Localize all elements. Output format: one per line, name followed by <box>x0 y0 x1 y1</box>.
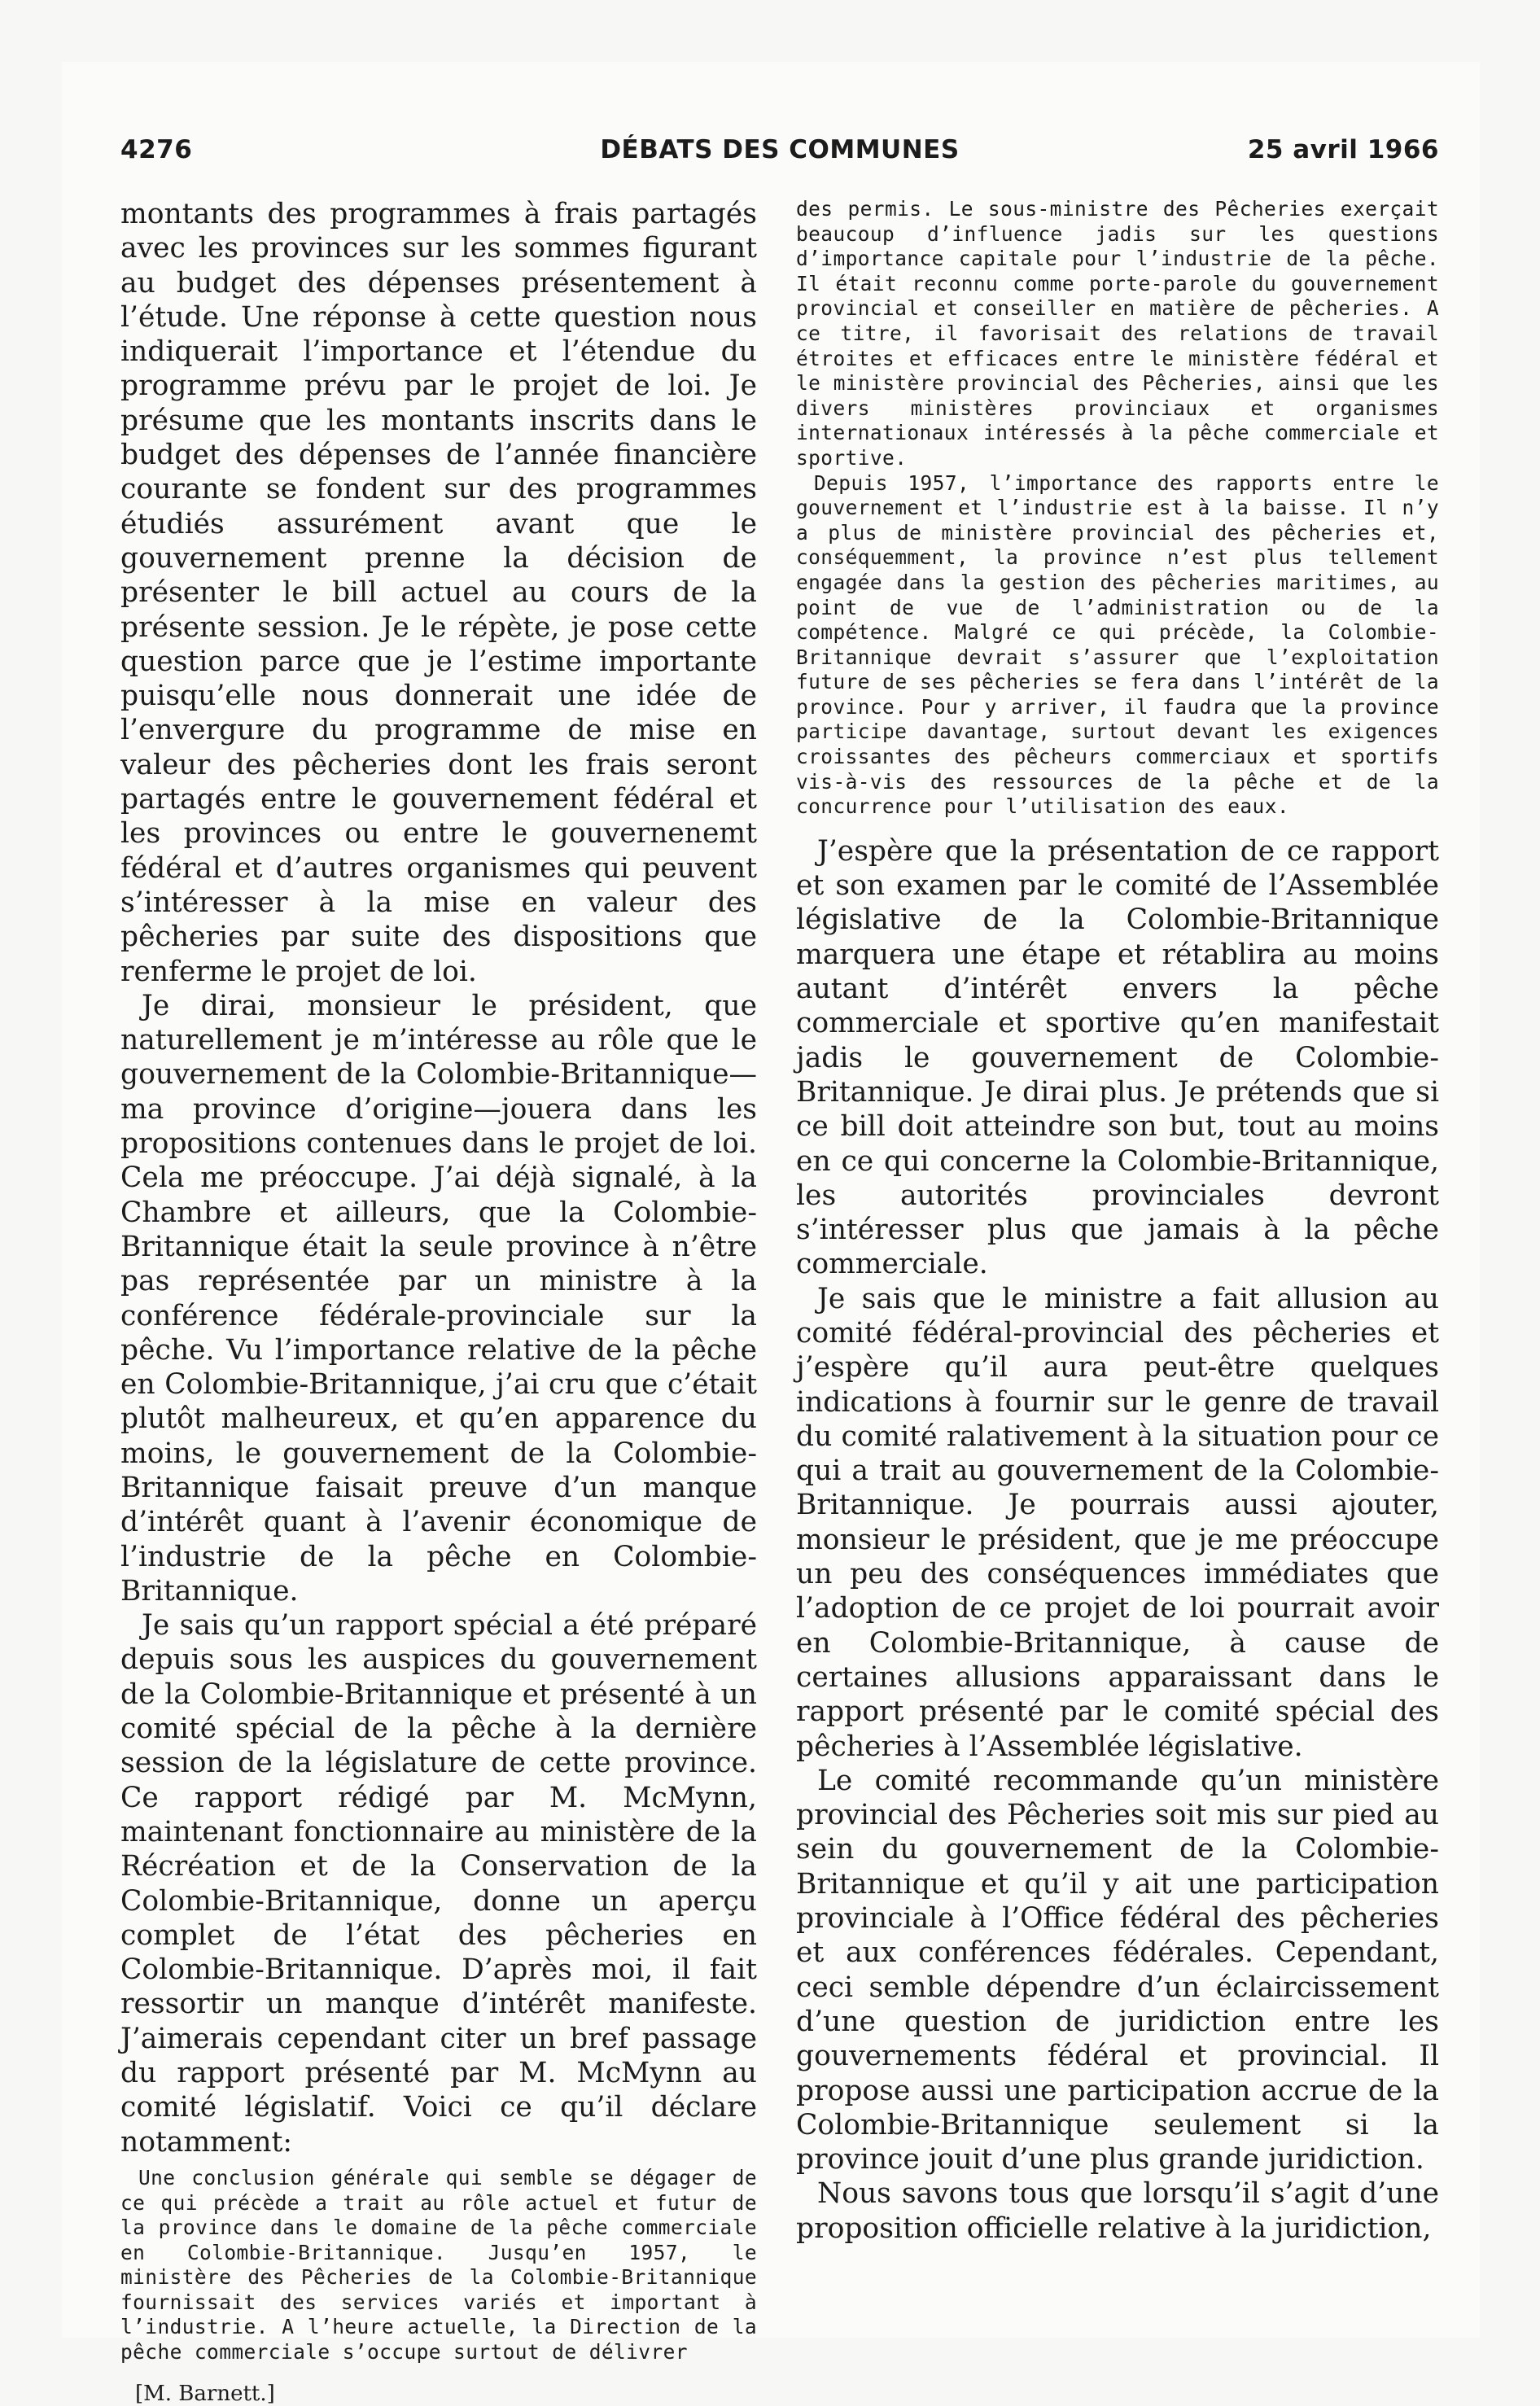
quotation-paragraph: Depuis 1957, l’importance des rapports entre le gouvernement et l’industrie est à la baisse. Il n’y a plus de ministère provincial des pêcheries et, conséquemment, la province n’est plus tellement engagée dans la gestion des pêcheries maritimes, au point de vue de l’administration ou de la compétence. Malgré ce qui précède, la Colombie-Britannique devrait s’assurer que l’exploitation future de ses pêcheries se fera dans l’intérêt de la province. Pour y arriver, il faudra que la province participe davantage, surtout devant les exigences croissantes des pêcheurs commerciaux et sportifs vis-à-vis des ressources de la pêche et de la concurrence pour l’utilisation des eaux. <box>796 470 1439 819</box>
right-column <box>796 197 1439 2246</box>
paragraph: montants des programmes à frais partagés avec les provinces sur les sommes figurant au budget des dépenses présentement à l’étude. Une réponse à cette question nous indiquerait l’importance et l’étendue du programme prévu par le projet de loi. Je présume que les montants inscrits dans le budget des dépenses de l’année financière courante se fondent sur des programmes étudiés assurément avant que le gouvernement prenne la décision de présenter le bill actuel au cours de la présente session. Je le répète, je pose cette question parce que je l’estime importante puisqu’elle nous donnerait une idée de l’envergure du programme de mise en valeur des pêcheries dont les frais seront partagés entre le gouvernement fédéral et les provinces ou entre le gouvernenemt fédéral et d’autres organismes qui peuvent s’intéresser à la mise en valeur des pêcheries par suite des dispositions que renferme le projet de loi. <box>120 198 757 988</box>
page-header <box>120 135 1439 171</box>
left-column <box>120 197 757 2406</box>
quotation-paragraph: des permis. Le sous-ministre des Pêcheries exerçait beaucoup d’influence jadis sur les questions d’importance capitale pour l’industrie de la pêche. Il était reconnu comme porte-parole du gouvernement provincial et conseiller en matière de pêcheries. A ce titre, il favorisait des relations de travail étroites et efficaces entre le ministère fédéral et le ministère provincial des Pêcheries, ainsi que les divers ministères provinciaux et organismes internationaux intéressés à la pêche commerciale et sportive. <box>796 197 1439 470</box>
paragraph: Je sais que le ministre a fait allusion au comité fédéral-provincial des pêcheries et j’espère qu’il aura peut-être quelques indications à fournir sur le genre de travail du comité ralativement à la situation pour ce qui a trait au gouvernement de la Colombie-Britannique. Je pourrais aussi ajouter, monsieur le président, que je me préoccupe un peu des conséquences immédiates que l’adoption de ce projet de loi pourrait avoir en Colombie-Britannique, à cause de certaines allusions apparaissant dans le rapport présenté par le comité spécial des pêcheries à l’Assemblée législative. <box>796 1282 1439 1763</box>
speaker-attribution: [M. Barnett.] <box>135 2381 275 2406</box>
paragraph: Le comité recommande qu’un ministère provincial des Pêcheries soit mis sur pied au sein du gouvernement de la Colombie-Britannique et qu’il y ait une participation provinciale à l’Office fédéral des pêcheries et aux conférences fédérales. Cependant, ceci semble dépendre d’un éclaircissement d’une question de juridiction entre les gouvernements fédéral et provincial. Il propose aussi une participation accrue de la Colombie-Britannique seulement si la province jouit d’une plus grande juridiction. <box>796 1764 1439 2176</box>
paragraph: Je sais qu’un rapport spécial a été préparé depuis sous les auspices du gouvernement de la Colombie-Britannique et présenté à un comité spécial de la pêche à la dernière session de la législature de cette province. Ce rapport rédigé par M. McMynn, maintenant fonctionnaire au ministère de la Récréation et de la Conservation de la Colombie-Britannique, donne un aperçu complet de l’état des pêcheries en Colombie-Britannique. D’après moi, il fait ressortir un manque d’intérêt manifeste. J’aimerais cependant citer un bref passage du rapport présenté par M. McMynn au comité législatif. Voici ce qu’il déclare notamment: <box>120 1609 757 2159</box>
publication-date: 25 avril 1966 <box>1247 135 1439 164</box>
report-quotation <box>120 2166 757 2365</box>
paragraph: Nous savons tous que lorsqu’il s’agit d’une proposition officielle relative à la juridiction, <box>796 2177 1439 2245</box>
page-number: 4276 <box>120 135 193 164</box>
quotation-paragraph: Une conclusion générale qui semble se dégager de ce qui précède a trait au rôle actuel et futur de la province dans le domaine de la pêche commerciale en Colombie-Britannique. Jusqu’en 1957, le ministère des Pêcheries de la Colombie-Britannique fournissait des services variés et important à l’industrie. A l’heure actuelle, la Direction de la pêche commerciale s’occupe surtout de délivrer <box>120 2165 757 2364</box>
paragraph: Je dirai, monsieur le président, que naturellement je m’intéresse au rôle que le gouvernement de la Colombie-Britannique—ma province d’origine—jouera dans les propositions contenues dans le projet de loi. Cela me préoccupe. J’ai déjà signalé, à la Chambre et ailleurs, que la Colombie-Britannique était la seule province à n’être pas représentée par un ministre à la conférence fédérale-provinciale sur la pêche. Vu l’importance relative de la pêche en Colombie-Britannique, j’ai cru que c’était plutôt malheureux, et qu’en apparence du moins, le gouvernement de la Colombie-Britannique faisait preuve d’un manque d’intérêt quant à l’avenir économique de l’industrie de la pêche en Colombie-Britannique. <box>120 989 757 1608</box>
report-quotation-continued <box>796 197 1439 820</box>
publication-title: DÉBATS DES COMMUNES <box>600 135 960 164</box>
paragraph: J’espère que la présentation de ce rapport et son examen par le comité de l’Assemblée législative de la Colombie-Britannique marquera une étape et rétablira au moins autant d’intérêt envers la pêche commerciale et sportive qu’en manifestait jadis le gouvernement de Colombie-Britannique. Je dirai plus. Je prétends que si ce bill doit atteindre son but, tout au moins en ce qui concerne la Colombie-Britannique, les autorités provinciales devront s’intéresser plus que jamais à la pêche commerciale. <box>796 834 1439 1281</box>
